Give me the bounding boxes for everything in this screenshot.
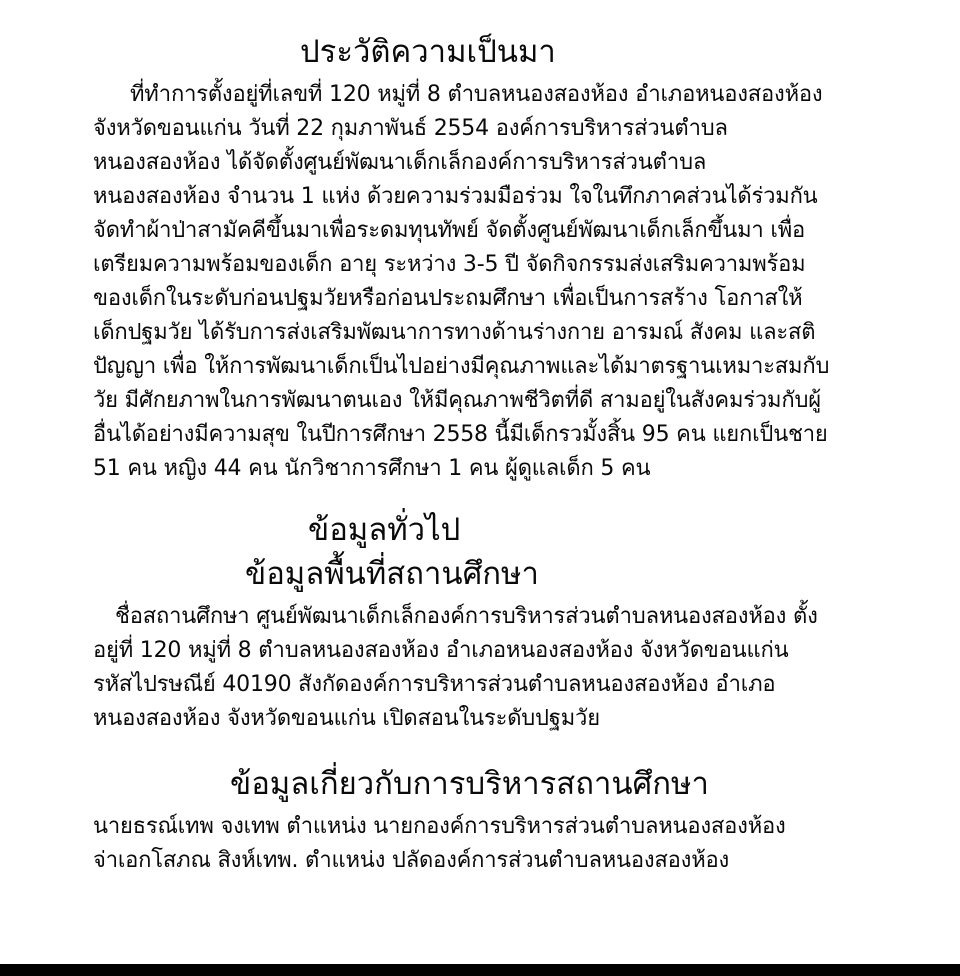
- history-line-6: เตรียมความพร้อมของเด็ก อายุ ระหว่าง 3-5 ปี จัดกิจกรรมส่งเสริมความพร้อม: [93, 252, 806, 277]
- general-line-4: หนองสองห้อง จังหวัดขอนแก่น เปิดสอนในระดับปฐมวัย: [93, 706, 600, 731]
- general-line-2: อยู่ที่ 120 หมู่ที่ 8 ตำบลหนองสองห้อง อำเภอหนองสองห้อง จังหวัดขอนแก่น: [93, 638, 789, 663]
- history-title: ประวัติความเป็นมา: [300, 34, 556, 70]
- bottom-border-bar: [0, 964, 960, 976]
- history-line-10: วัย มีศักยภาพในการพัฒนาตนเอง ให้มีคุณภาพชีวิตที่ดี สามอยู่ในสังคมร่วมกับผู้: [93, 388, 821, 413]
- history-line-7: ของเด็กในระดับก่อนปฐมวัยหรือก่อนประถมศึกษา เพื่อเป็นการสร้าง โอกาสให้: [93, 286, 803, 311]
- history-line-9: ปัญญา เพื่อ ให้การพัฒนาเด็กเป็นไปอย่างมีคุณภาพและได้มาตรฐานเหมาะสมกับ: [93, 354, 830, 379]
- history-line-12: 51 คน หญิง 44 คน นักวิชาการศึกษา 1 คน ผู้ดูแลเด็ก 5 คน: [93, 456, 651, 481]
- history-line-4: หนองสองห้อง จำนวน 1 แห่ง ด้วยความร่วมมือร่วม ใจในทึกภาคส่วนได้ร่วมกัน: [93, 184, 818, 209]
- history-line-1: ที่ทำการตั้งอยู่ที่เลขที่ 120 หมู่ที่ 8 ตำบลหนองสองห้อง อำเภอหนองสองห้อง: [130, 82, 823, 107]
- general-line-1: ชื่อสถานศึกษา ศูนย์พัฒนาเด็กเล็กองค์การบริหารส่วนตำบลหนองสองห้อง ตั้ง: [115, 604, 818, 629]
- administration-line-1: นายธรณ์เทพ จงเทพ ตำแหน่ง นายกองค์การบริหารส่วนตำบลหนองสองห้อง: [93, 814, 786, 839]
- general-subtitle: ข้อมูลพื้นที่สถานศึกษา: [245, 556, 539, 592]
- general-line-3: รหัสไปรษณีย์ 40190 สังกัดองค์การบริหารส่วนตำบลหนองสองห้อง อำเภอ: [93, 672, 776, 697]
- history-line-8: เด็กปฐมวัย ได้รับการส่งเสริมพัฒนาการทางด้านร่างกาย อารมณ์ สังคม และสติ: [93, 320, 816, 345]
- history-line-11: อื่นได้อย่างมีความสุข ในปีการศึกษา 2558 นี้มีเด็กรวมั้งสิ้น 95 คน แยกเป็นชาย: [93, 422, 828, 447]
- history-line-2: จังหวัดขอนแก่น วันที่ 22 กุมภาพันธ์ 2554 องค์การบริหารส่วนตำบล: [93, 116, 728, 141]
- administration-line-2: จ่าเอกโสภณ สิงห์เทพ. ตำแหน่ง ปลัดองค์การส่วนตำบลหนองสองห้อง: [93, 848, 730, 873]
- history-line-3: หนองสองห้อง ได้จัดตั้งศูนย์พัฒนาเด็กเล็กองค์การบริหารส่วนตำบล: [93, 150, 707, 175]
- general-title: ข้อมูลทั่วไป: [308, 512, 461, 548]
- history-line-5: จัดทำผ้าป่าสามัคคีขึ้นมาเพื่อระดมทุนทัพย์ จัดตั้งศูนย์พัฒนาเด็กเล็กขึ้นมา เพื่อ: [93, 218, 806, 243]
- administration-title: ข้อมูลเกี่ยวกับการบริหารสถานศึกษา: [230, 766, 709, 802]
